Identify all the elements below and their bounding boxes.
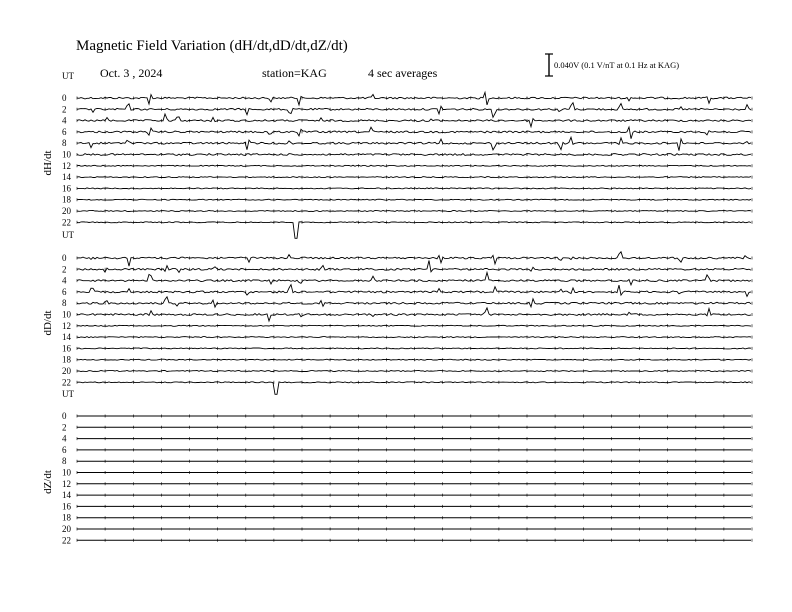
averaging-label: 4 sec averages [368,66,438,80]
station-label: station=KAG [262,66,327,80]
panel-label: dH/dt [42,150,54,176]
trace-line [77,222,751,239]
row-tick-label: 6 [62,444,67,455]
scale-bar-label: 0.040V (0.1 V/nT at 0.1 Hz at KAG) [554,60,680,70]
trace-line [77,165,751,166]
row-tick-label: 4 [62,433,67,444]
trace-line [77,188,751,189]
row-tick-label: 0 [62,93,67,103]
row-tick-label: 14 [62,172,71,183]
row-tick-label: 6 [62,286,67,297]
trace-line [77,199,751,200]
trace-line [77,348,751,349]
trace-line [77,382,751,395]
row-tick-label: 8 [62,456,67,467]
row-tick-label: 10 [62,309,71,320]
row-tick-label: 16 [62,501,71,512]
trace-line [77,308,751,321]
row-tick-label: 2 [62,264,67,275]
chart-title: Magnetic Field Variation (dH/dt,dD/dt,dZ/dt) [76,38,348,54]
row-tick-label: 22 [62,377,71,388]
ut-axis-label: UT [62,71,74,81]
trace-line [77,211,751,212]
trace-line [77,103,751,118]
trace-line [77,154,751,156]
row-tick-label: 12 [62,320,71,331]
row-tick-label: 8 [62,298,67,309]
row-tick-label: 20 [62,206,71,216]
trace-line [77,337,751,338]
trace-line [77,285,751,297]
ut-axis-label: UT [62,230,74,240]
row-tick-label: 6 [62,126,67,137]
trace-line [77,359,751,360]
date-label: Oct. 3 , 2024 [100,66,163,80]
row-tick-label: 4 [62,115,67,126]
row-tick-label: 2 [62,104,67,115]
row-tick-label: 22 [62,217,71,228]
trace-line [77,371,751,372]
row-tick-label: 22 [62,535,71,546]
row-tick-label: 4 [62,275,67,286]
row-tick-label: 18 [62,512,71,523]
row-tick-label: 12 [62,478,71,489]
row-tick-label: 8 [62,138,67,149]
trace-line [77,273,751,285]
trace-line [77,177,751,178]
trace-line [77,137,751,150]
row-tick-label: 10 [62,467,71,478]
row-tick-label: 0 [62,411,67,421]
row-tick-label: 18 [62,194,71,205]
trace-line [77,114,751,127]
row-tick-label: 0 [62,253,67,263]
row-tick-label: 20 [62,366,71,376]
trace-line [77,92,751,105]
panel-label: dZ/dt [42,470,54,494]
trace-line [77,261,751,273]
row-tick-label: 16 [62,183,71,194]
row-tick-label: 18 [62,354,71,365]
trace-line [77,127,751,139]
trace-line [77,297,751,307]
ut-axis-label: UT [62,389,74,399]
row-tick-label: 2 [62,422,67,433]
row-tick-label: 14 [62,332,71,343]
row-tick-label: 10 [62,149,71,160]
panel-label: dD/dt [42,310,54,336]
row-tick-label: 12 [62,160,71,171]
row-tick-label: 20 [62,524,71,534]
row-tick-label: 14 [62,490,71,501]
trace-line [77,325,751,326]
trace-line [77,252,751,266]
row-tick-label: 16 [62,343,71,354]
